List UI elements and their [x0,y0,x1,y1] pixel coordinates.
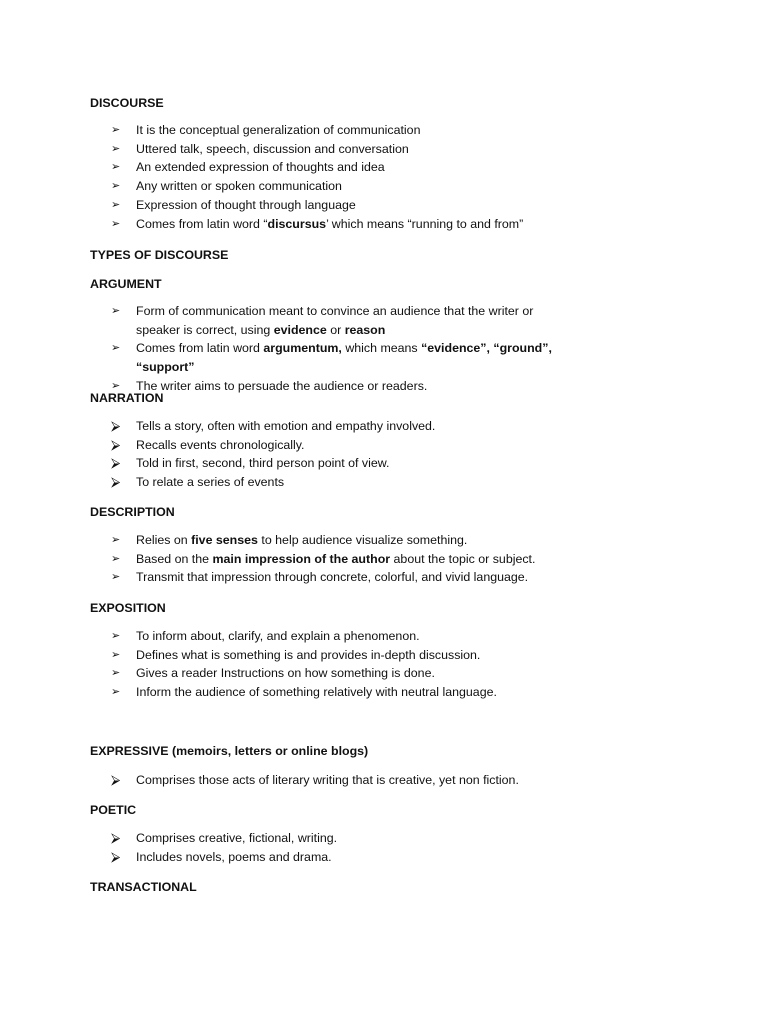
list-item: ⮚ Includes novels, poems and drama. [0,848,580,867]
heading-argument: ARGUMENT [90,277,162,291]
arrow-bullet-icon: ➢ [111,686,121,699]
arrow-bullet-icon: ⮚ [111,474,121,490]
arrow-bullet-icon: ⮚ [111,418,121,433]
arrow-bullet-icon: ➢ [111,217,121,230]
list-item: ➢ Comes from latin word argumentum, which means “evidence”, “ground”, “support” [111,341,552,375]
list-item: ⮚ Comprises creative, fictional, writing. [0,829,580,848]
list-item: ⮚ Comprises those acts of literary writing that is creative, yet non fiction. [0,771,580,790]
heading-narration: NARRATION [90,391,164,405]
list-item: ➢ Inform the audience of something relatively with neutral language. [0,683,580,702]
list-item: ➢ Transmit that impression through concrete, colorful, and vivid language. [0,568,580,587]
arrow-bullet-icon: ➢ [111,571,121,584]
arrow-bullet-icon: ⮚ [111,455,121,471]
list-item: ➢ An extended expression of thoughts and idea [0,158,580,177]
list-argument [0,302,580,396]
list-discourse [0,121,580,233]
arrow-bullet-icon: ⮚ [111,848,121,864]
arrow-bullet-icon: ➢ [111,142,121,155]
arrow-bullet-icon: ➢ [111,161,121,174]
list-expressive [0,771,580,790]
list-item: ➢ Comes from latin word “discursus’ which means “running to and from” [0,215,580,234]
list-item: ➢ Defines what is something is and provides in-depth discussion. [0,646,580,665]
list-narration [0,417,580,492]
list-item: ➢ Form of communication meant to convince an audience that the writer or speaker is correct, using evidence or reason [111,304,534,337]
list-item: ⮚ Recalls events chronologically. [0,436,580,455]
list-item: ⮚ To relate a series of events [0,473,580,492]
list-item: ➢ Expression of thought through language [0,196,580,215]
arrow-bullet-icon: ⮚ [111,830,121,845]
list-item: ⮚ Tells a story, often with emotion and empathy involved. [0,417,580,436]
arrow-bullet-icon: ➢ [111,379,121,392]
heading-poetic: POETIC [90,803,137,817]
list-item: ➢ Uttered talk, speech, discussion and conversation [0,140,580,159]
arrow-bullet-icon: ➢ [111,552,121,565]
list-exposition [0,627,580,702]
list-item: ➢ Gives a reader Instructions on how something is done. [0,664,580,683]
arrow-bullet-icon: ➢ [111,342,121,355]
arrow-bullet-icon: ➢ [111,198,121,211]
arrow-bullet-icon: ➢ [111,305,121,317]
arrow-bullet-icon: ➢ [111,630,121,642]
list-item: ➢ To inform about, clarify, and explain a phenomenon. [0,627,580,646]
heading-types-of-discourse: TYPES OF DISCOURSE [90,248,229,262]
list-item: ➢ It is the conceptual generalization of communication [0,121,580,140]
heading-description: DESCRIPTION [90,505,175,519]
arrow-bullet-icon: ⮚ [111,772,121,787]
list-item: ➢ Any written or spoken communication [0,177,580,196]
arrow-bullet-icon: ➢ [111,534,121,546]
list-poetic [0,829,580,866]
arrow-bullet-icon: ⮚ [111,436,121,452]
heading-discourse: DISCOURSE [90,96,164,110]
list-item: ➢ Based on the main impression of the author about the topic or subject. [0,550,580,569]
arrow-bullet-icon: ➢ [111,648,121,661]
list-description [0,531,580,587]
arrow-bullet-icon: ➢ [111,124,121,136]
arrow-bullet-icon: ➢ [111,667,121,680]
list-item: ⮚ Told in first, second, third person point of view. [0,454,580,473]
heading-transactional: TRANSACTIONAL [90,880,197,894]
list-item: ➢ Relies on five senses to help audience visualize something. [0,531,580,550]
list-item: ➢ The writer aims to persuade the audience or readers. [0,377,580,396]
heading-exposition: EXPOSITION [90,601,166,615]
arrow-bullet-icon: ➢ [111,180,121,193]
heading-expressive: EXPRESSIVE (memoirs, letters or online blogs) [90,744,369,758]
